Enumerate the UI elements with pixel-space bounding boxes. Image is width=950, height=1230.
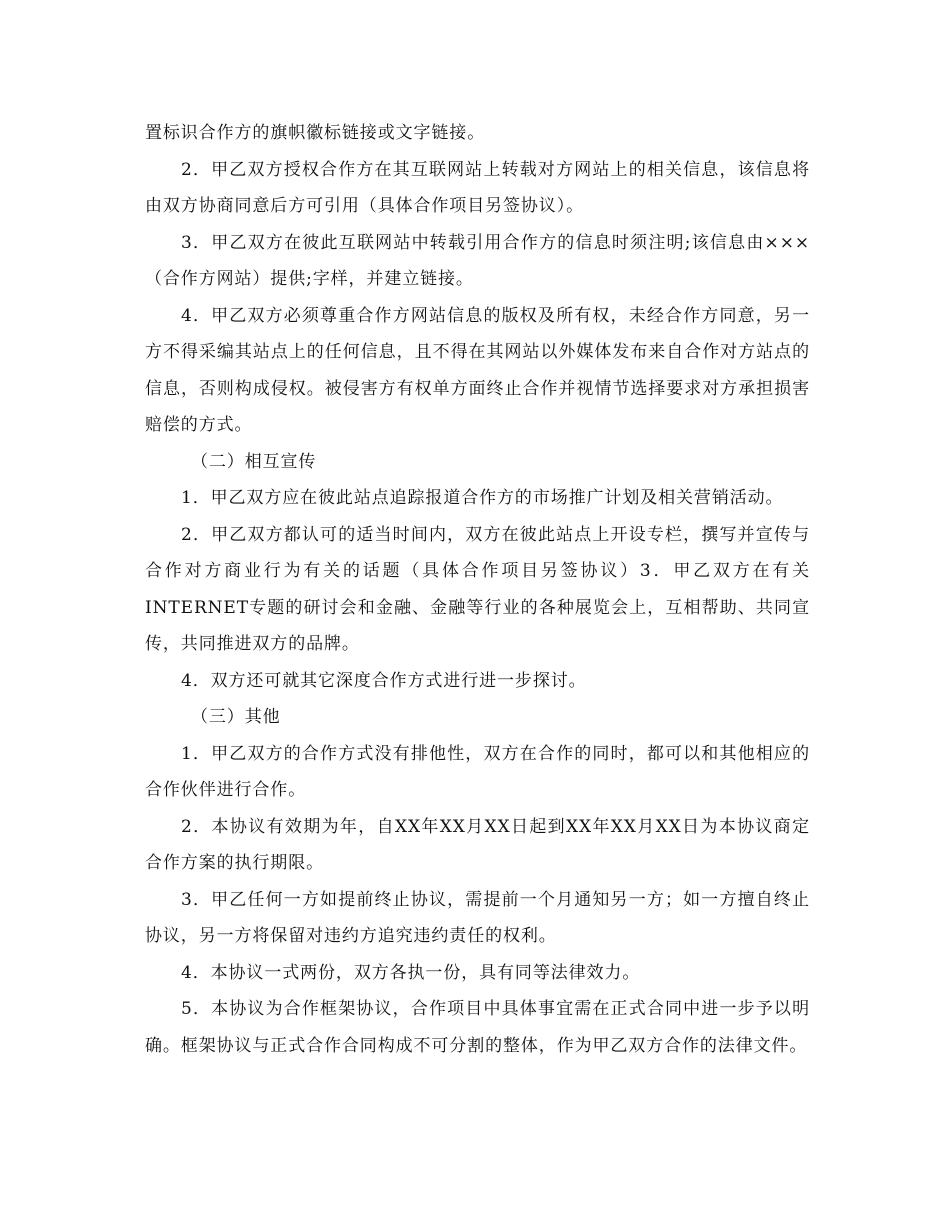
paragraph-clause-4: 4．甲乙双方必须尊重合作方网站信息的版权及所有权，未经合作方同意，另一方不得采编其站点上的任何信息，且不得在其网站以外媒体发布来自合作对方站点的信息，否则构成侵权。被侵害方有权单方面终止合作并视情节选择要求对方承担损害赔偿的方式。: [145, 305, 810, 435]
paragraph-clause-2: 2．甲乙双方授权合作方在其互联网站上转载对方网站上的相关信息，该信息将由双方协商同意后方可引用（具体合作项目另签协议）。: [145, 159, 810, 216]
paragraph-promotion-2: 2．甲乙双方都认可的适当时间内，双方在彼此站点上开设专栏，撰写并宣传与合作对方商业行为有关的话题（具体合作项目另签协议）3．甲乙双方在有关INTERNET专题的研讨会和金融、金融等行业的各种展览会上，互相帮助、共同宣传，共同推进双方的品牌。: [145, 524, 810, 654]
paragraph-promotion-1: 1．甲乙双方应在彼此站点追踪报道合作方的市场推广计划及相关营销活动。: [181, 488, 784, 508]
paragraph-other-3: 3．甲乙任何一方如提前终止协议，需提前一个月通知另一方；如一方擅自终止协议，另一方将保留对违约方追究违约责任的权利。: [145, 889, 810, 946]
paragraph-other-5: 5．本协议为合作框架协议，合作项目中具体事宜需在正式合同中进一步予以明确。框架协议与正式合作合同构成不可分割的整体，作为甲乙双方合作的法律文件。: [145, 999, 810, 1056]
document-body: [145, 115, 810, 1064]
paragraph-other-4: 4．本协议一式两份，双方各执一份，具有同等法律效力。: [181, 962, 641, 983]
paragraph-other-2: 2．本协议有效期为年，自XX年XX月XX日起到XX年XX月XX日为本协议商定合作方案的执行期限。: [145, 816, 810, 873]
paragraph-other-1: 1．甲乙双方的合作方式没有排他性，双方在合作的同时，都可以和其他相应的合作伙伴进行合作。: [145, 743, 810, 800]
paragraph-clause-3: 3．甲乙双方在彼此互联网站中转载引用合作方的信息时须注明;该信息由×××（合作方网站）提供;字样，并建立链接。: [145, 232, 810, 289]
section-heading-other: （三）其他: [191, 707, 281, 727]
section-heading-mutual-promotion: （二）相互宣传: [191, 451, 317, 472]
paragraph-promotion-4: 4．双方还可就其它深度合作方式进行进一步探讨。: [181, 670, 587, 691]
paragraph-continuation: 置标识合作方的旗帜徽标链接或文字链接。: [145, 123, 486, 143]
